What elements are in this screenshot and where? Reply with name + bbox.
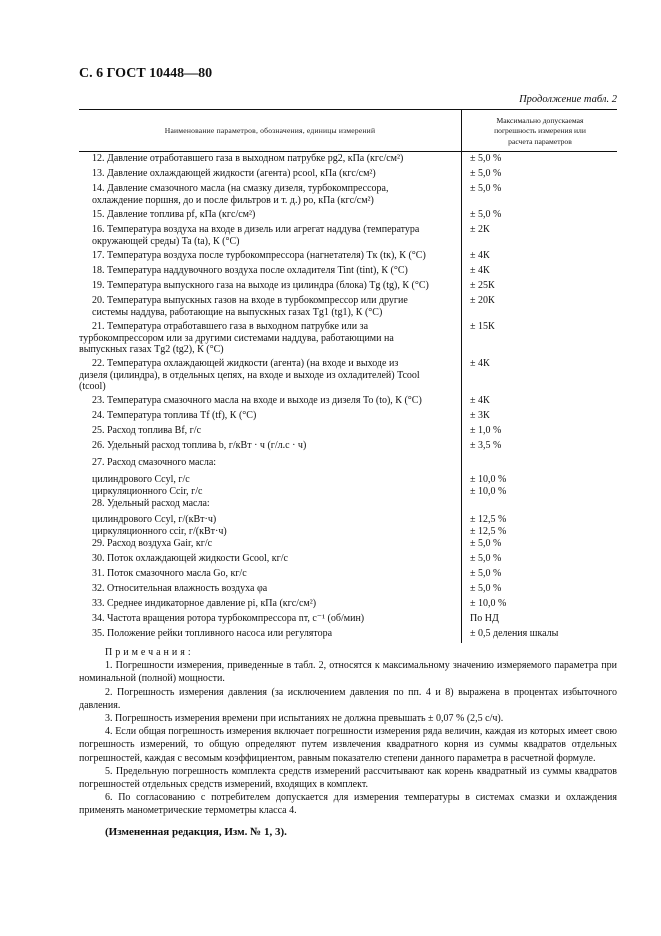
error-value: ± 5,0 % (470, 568, 502, 579)
error-value: ± 25К (470, 280, 495, 291)
column-header-error: Максимально допускаемая погрешность измерения или расчета параметров (461, 110, 618, 152)
error-value: ± 5,0 % (470, 553, 502, 564)
error-value: ± 20К (470, 295, 495, 306)
error-value: ± 4К (470, 265, 490, 276)
note-item: 2. Погрешность измерения давления (за исключением давления по пп. 4 и 8) выражена в процентах избыточного давления. (79, 686, 617, 711)
edition-note: (Измененная редакция, Изм. № 1, 3). (105, 826, 287, 838)
parameter-name: 24. Температура топлива Tf (tf), К (°С) (92, 410, 257, 421)
note-item: 1. Погрешности измерения, приведенные в табл. 2, относятся к максимальному значению измеряемого параметра при номинальной (полной) мощности. (79, 660, 617, 685)
error-value (470, 498, 610, 510)
parameter-name: 27. Расход смазочного масла: (92, 457, 217, 468)
parameter-name: 31. Поток смазочного масла Go, кг/с (92, 568, 247, 579)
error-value: ± 2К (470, 224, 490, 235)
parameter-name: цилиндрового Ccyl, г/(кВт·ч) циркуляционного ccir, г/(кВт·ч) (92, 514, 227, 537)
parameter-name: 25. Расход топлива Bf, г/с (92, 425, 202, 436)
parameter-name: 26. Удельный расход топлива b, г/кВт · ч (г/л.с · ч) (92, 440, 307, 451)
error-value: ± 0,5 деления шкалы (470, 628, 559, 639)
error-value: По НД (470, 613, 499, 624)
parameter-name: цилиндрового Ccyl, г/с циркуляционного Ccir, г/с (92, 474, 203, 497)
error-value: ± 5,0 % (470, 168, 502, 179)
error-value: ± 5,0 % (470, 183, 502, 194)
parameter-name: 23. Температура смазочного масла на входе и выходе из дизеля To (to), К (°С) (92, 395, 422, 406)
error-value: ± 5,0 % (470, 209, 502, 220)
note-item: 6. По согласованию с потребителем допускается для измерения температуры в системах смазки и охлаждения применять манометрические термометры класса 4. (79, 792, 617, 817)
note-item: 5. Предельную погрешность комплекта средств измерений рассчитывают как корень квадратный из суммы квадратов погрешностей отдельных средств измерений, входящих в комплект. (79, 765, 617, 791)
parameter-name: 19. Температура выпускного газа на выходе из цилиндра (блока) Tg (tg), К (°С) (92, 280, 429, 291)
notes-section (79, 646, 617, 818)
error-value: ± 5,0 % (470, 153, 502, 164)
error-value: ± 1,0 % (470, 425, 502, 436)
parameter-name: 22. Температура охлаждающей жидкости (агента) (на входе и выходе из дизеля (цилиндра), в отдельных цепях, на входе и выходе из охладителей) Tcool (tcool) (79, 358, 420, 392)
error-value: ± 5,0 % (470, 583, 502, 594)
notes-title: Примечания: (105, 647, 194, 658)
parameter-name: 28. Удельный расход масла: (92, 498, 210, 509)
parameter-name: 15. Давление топлива pf, кПа (кгс/см²) (92, 209, 256, 220)
parameter-name: 17. Температура воздуха после турбокомпрессора (нагнетателя) Tк (tк), К (°С) (92, 250, 426, 261)
parameter-name: 18. Температура наддувочного воздуха после охладителя Tint (tint), К (°С) (92, 265, 408, 276)
error-value: ± 4К (470, 358, 490, 369)
parameter-name: 32. Относительная влажность воздуха φa (92, 583, 268, 594)
error-value: ± 4К (470, 250, 490, 261)
error-value: ± 3К (470, 410, 490, 421)
table-column-divider (461, 151, 462, 643)
column-header-parameters: Наименование параметров, обозначения, единицы измерений (164, 126, 376, 135)
error-value: ± 10,0 % ± 10,0 % (470, 474, 507, 497)
error-value (470, 457, 610, 469)
parameter-name: 20. Температура выпускных газов на входе в турбокомпрессор или другие системы наддува, работающие на выпускных газах Tg1 (tg1), К (°С) (92, 295, 408, 318)
error-value: ± 3,5 % (470, 440, 502, 451)
error-value: ± 5,0 % (470, 538, 502, 549)
parameter-name: 35. Положение рейки топливного насоса или регулятора (92, 628, 333, 639)
error-value: ± 10,0 % (470, 598, 507, 609)
parameter-name: 21. Температура отработавшего газа в выходном патрубке или за турбокомпрессором или за другими системами наддува, работающими на выпускных газах Tg2 (tg2), К (°С) (79, 321, 394, 355)
note-item: 3. Погрешность измерения времени при испытаниях не должна превышать ± 0,07 % (2,5 с/ч). (105, 713, 504, 725)
error-value: ± 15К (470, 321, 495, 332)
parameter-name: 13. Давление охлаждающей жидкости (агента) pcool, кПа (кгс/см²) (92, 168, 376, 179)
parameter-name: 14. Давление смазочного масла (на смазку дизеля, турбокомпрессора, охлаждение поршня, до и после фильтров и т. д.) po, кПа (кгс/см²) (92, 183, 389, 206)
table-continuation-label: Продолжение табл. 2 (519, 94, 617, 105)
parameter-name: 34. Частота вращения ротора турбокомпрессора nт, с⁻¹ (об/мин) (92, 613, 365, 624)
note-item: 4. Если общая погрешность измерения включает погрешности измерения ряда величин, каждая из которых имеет свою погрешность измерений, то общую определяют путем извлечения квадратного корня из суммы квадратов отдельных погрешностей, каждая с весомым коэффициентом, равным показателю степени данного параметра в расчетной формуле. (79, 726, 617, 764)
parameter-name: 30. Поток охлаждающей жидкости Gcool, кг/с (92, 553, 288, 564)
parameter-name: 33. Среднее индикаторное давление pi, кПа (кгс/см²) (92, 598, 317, 609)
table-header (79, 110, 617, 152)
page-header: С. 6 ГОСТ 10448—80 (79, 66, 213, 81)
parameter-name: 29. Расход воздуха Gair, кг/с (92, 538, 213, 549)
error-value: ± 12,5 % ± 12,5 % (470, 514, 507, 537)
parameter-name: 16. Температура воздуха на входе в дизель или агрегат наддува (температура окружающей среды) Ta (ta), К (°С) (92, 224, 420, 247)
parameter-name: 12. Давление отработавшего газа в выходном патрубке pg2, кПа (кгс/см²) (92, 153, 404, 164)
error-value: ± 4К (470, 395, 490, 406)
